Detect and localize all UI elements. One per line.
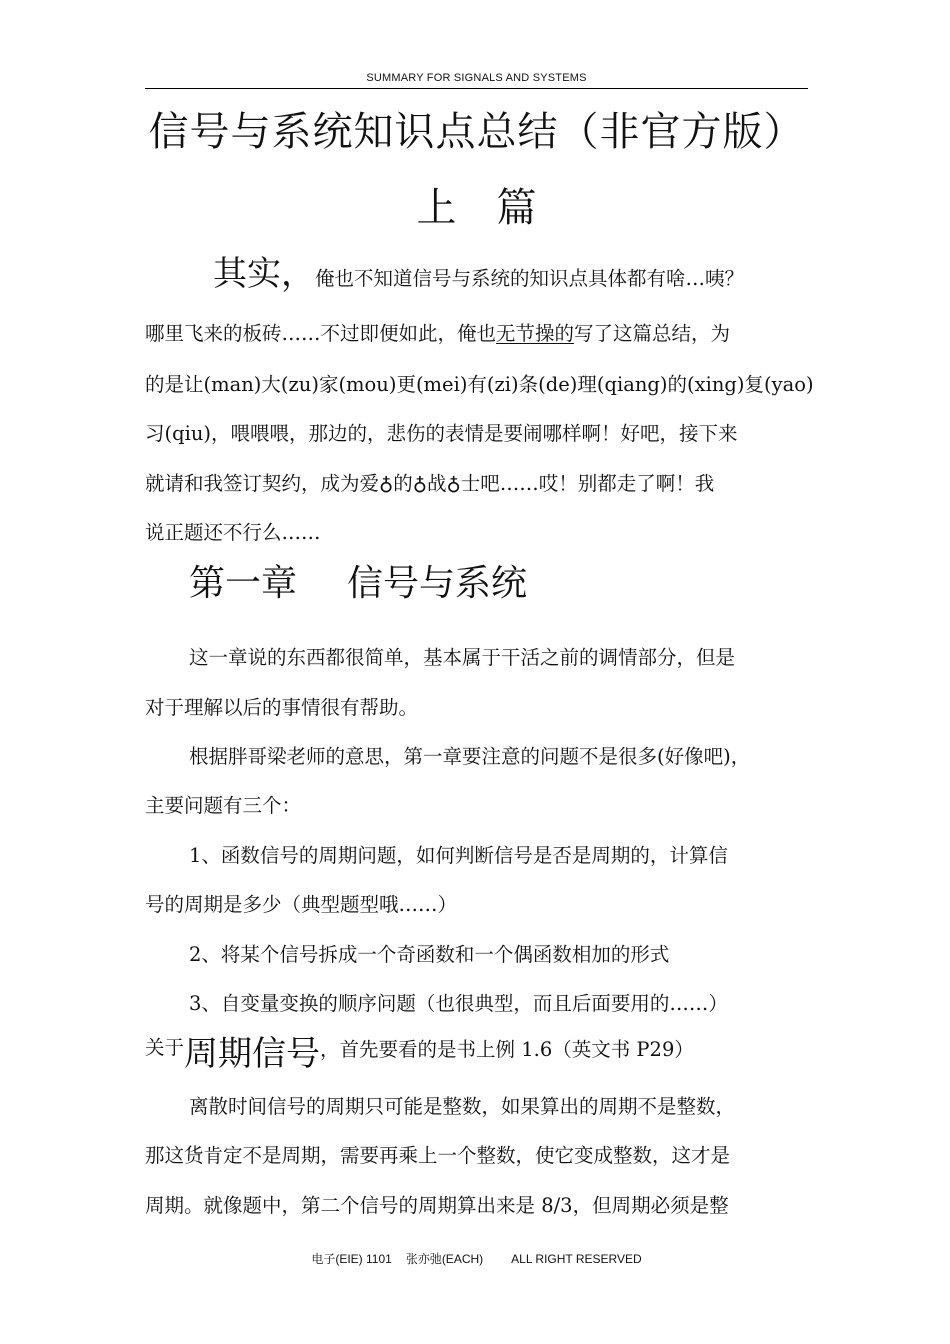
intro-line-1 [213,254,876,294]
intro-line-4: 习(qiu)，喂喂喂，那边的，悲伤的表情是要闹哪样啊！好吧，接下来 [145,422,738,445]
list-item-3: 3、自变量变换的顺序问题（也很典型，而且后面要用的……） [189,992,728,1015]
document-title: 信号与系统知识点总结（非官方版） [148,109,805,155]
about-rest: ，首先要看的是书上例 1.6（英文书 P29） [320,1038,694,1061]
intro-line-2 [145,320,808,348]
body-p2-line-1: 根据胖哥梁老师的意思，第一章要注意的问题不是很多(好像吧)， [189,745,751,768]
list-item-1-line-2: 号的周期是多少（典型题型哦……） [145,893,458,916]
header-rule [145,88,808,89]
footer-rights: ALL RIGHT RESERVED [511,1252,642,1266]
about-big-term: 周期信号 [184,1034,321,1074]
list-item-2: 2、将某个信号拆成一个奇函数和一个偶函数相加的形式 [189,943,670,966]
body-p3-line-2: 那这货肯定不是周期，需要再乘上一个整数，使它变成整数，这才是 [145,1144,731,1167]
footer-class: 电子(EIE) 1101 [311,1252,392,1266]
intro-line-2-b: 写了这篇总结，为 [574,322,731,345]
intro-line-3: 的是让(man)大(zu)家(mou)更(mei)有(zi)条(de)理(qiang)的(xing)复(yao) [145,373,814,396]
intro-underlined-phrase: 无节操的 [496,322,575,345]
intro-line-5: 就请和我签订契约，成为爱♁的♁战♁士吧……哎！别都走了啊！我 [145,472,715,495]
body-p3-line-1: 离散时间信号的周期只可能是整数，如果算出的周期不是整数， [189,1095,736,1118]
body-p1-line-1: 这一章说的东西都很简单，基本属于干活之前的调情部分，但是 [189,646,736,669]
footer-author: 张亦弛(EACH) [405,1252,484,1266]
body-p3-line-3: 周期。就像题中，第二个信号的周期算出来是 8/3，但周期必须是整 [145,1194,729,1217]
chapter-heading [189,560,527,608]
document-subtitle: 上篇 [416,185,577,231]
list-item-1-line-1: 1、函数信号的周期问题，如何判断信号是否是周期的，计算信 [189,844,728,867]
intro-line-2-a: 哪里飞来的板砖……不过即便如此，俺也 [145,322,497,345]
chapter-number: 第一章 [189,563,298,604]
chapter-name: 信号与系统 [347,563,528,604]
body-p1-line-2: 对于理解以后的事情很有帮助。 [145,696,419,719]
page-footer [145,1250,808,1267]
body-p2-line-2: 主要问题有三个： [145,794,302,817]
about-pre: 关于 [145,1036,185,1059]
intro-line-1-rest: 俺也不知道信号与系统的知识点具体都有啥…咦？ [315,267,745,290]
about-periodic-line [145,1018,808,1078]
running-header: SUMMARY FOR SIGNALS AND SYSTEMS [366,72,587,84]
intro-line-6: 说正题还不行么…… [145,521,321,544]
intro-lead-big: 其实， [213,254,315,294]
